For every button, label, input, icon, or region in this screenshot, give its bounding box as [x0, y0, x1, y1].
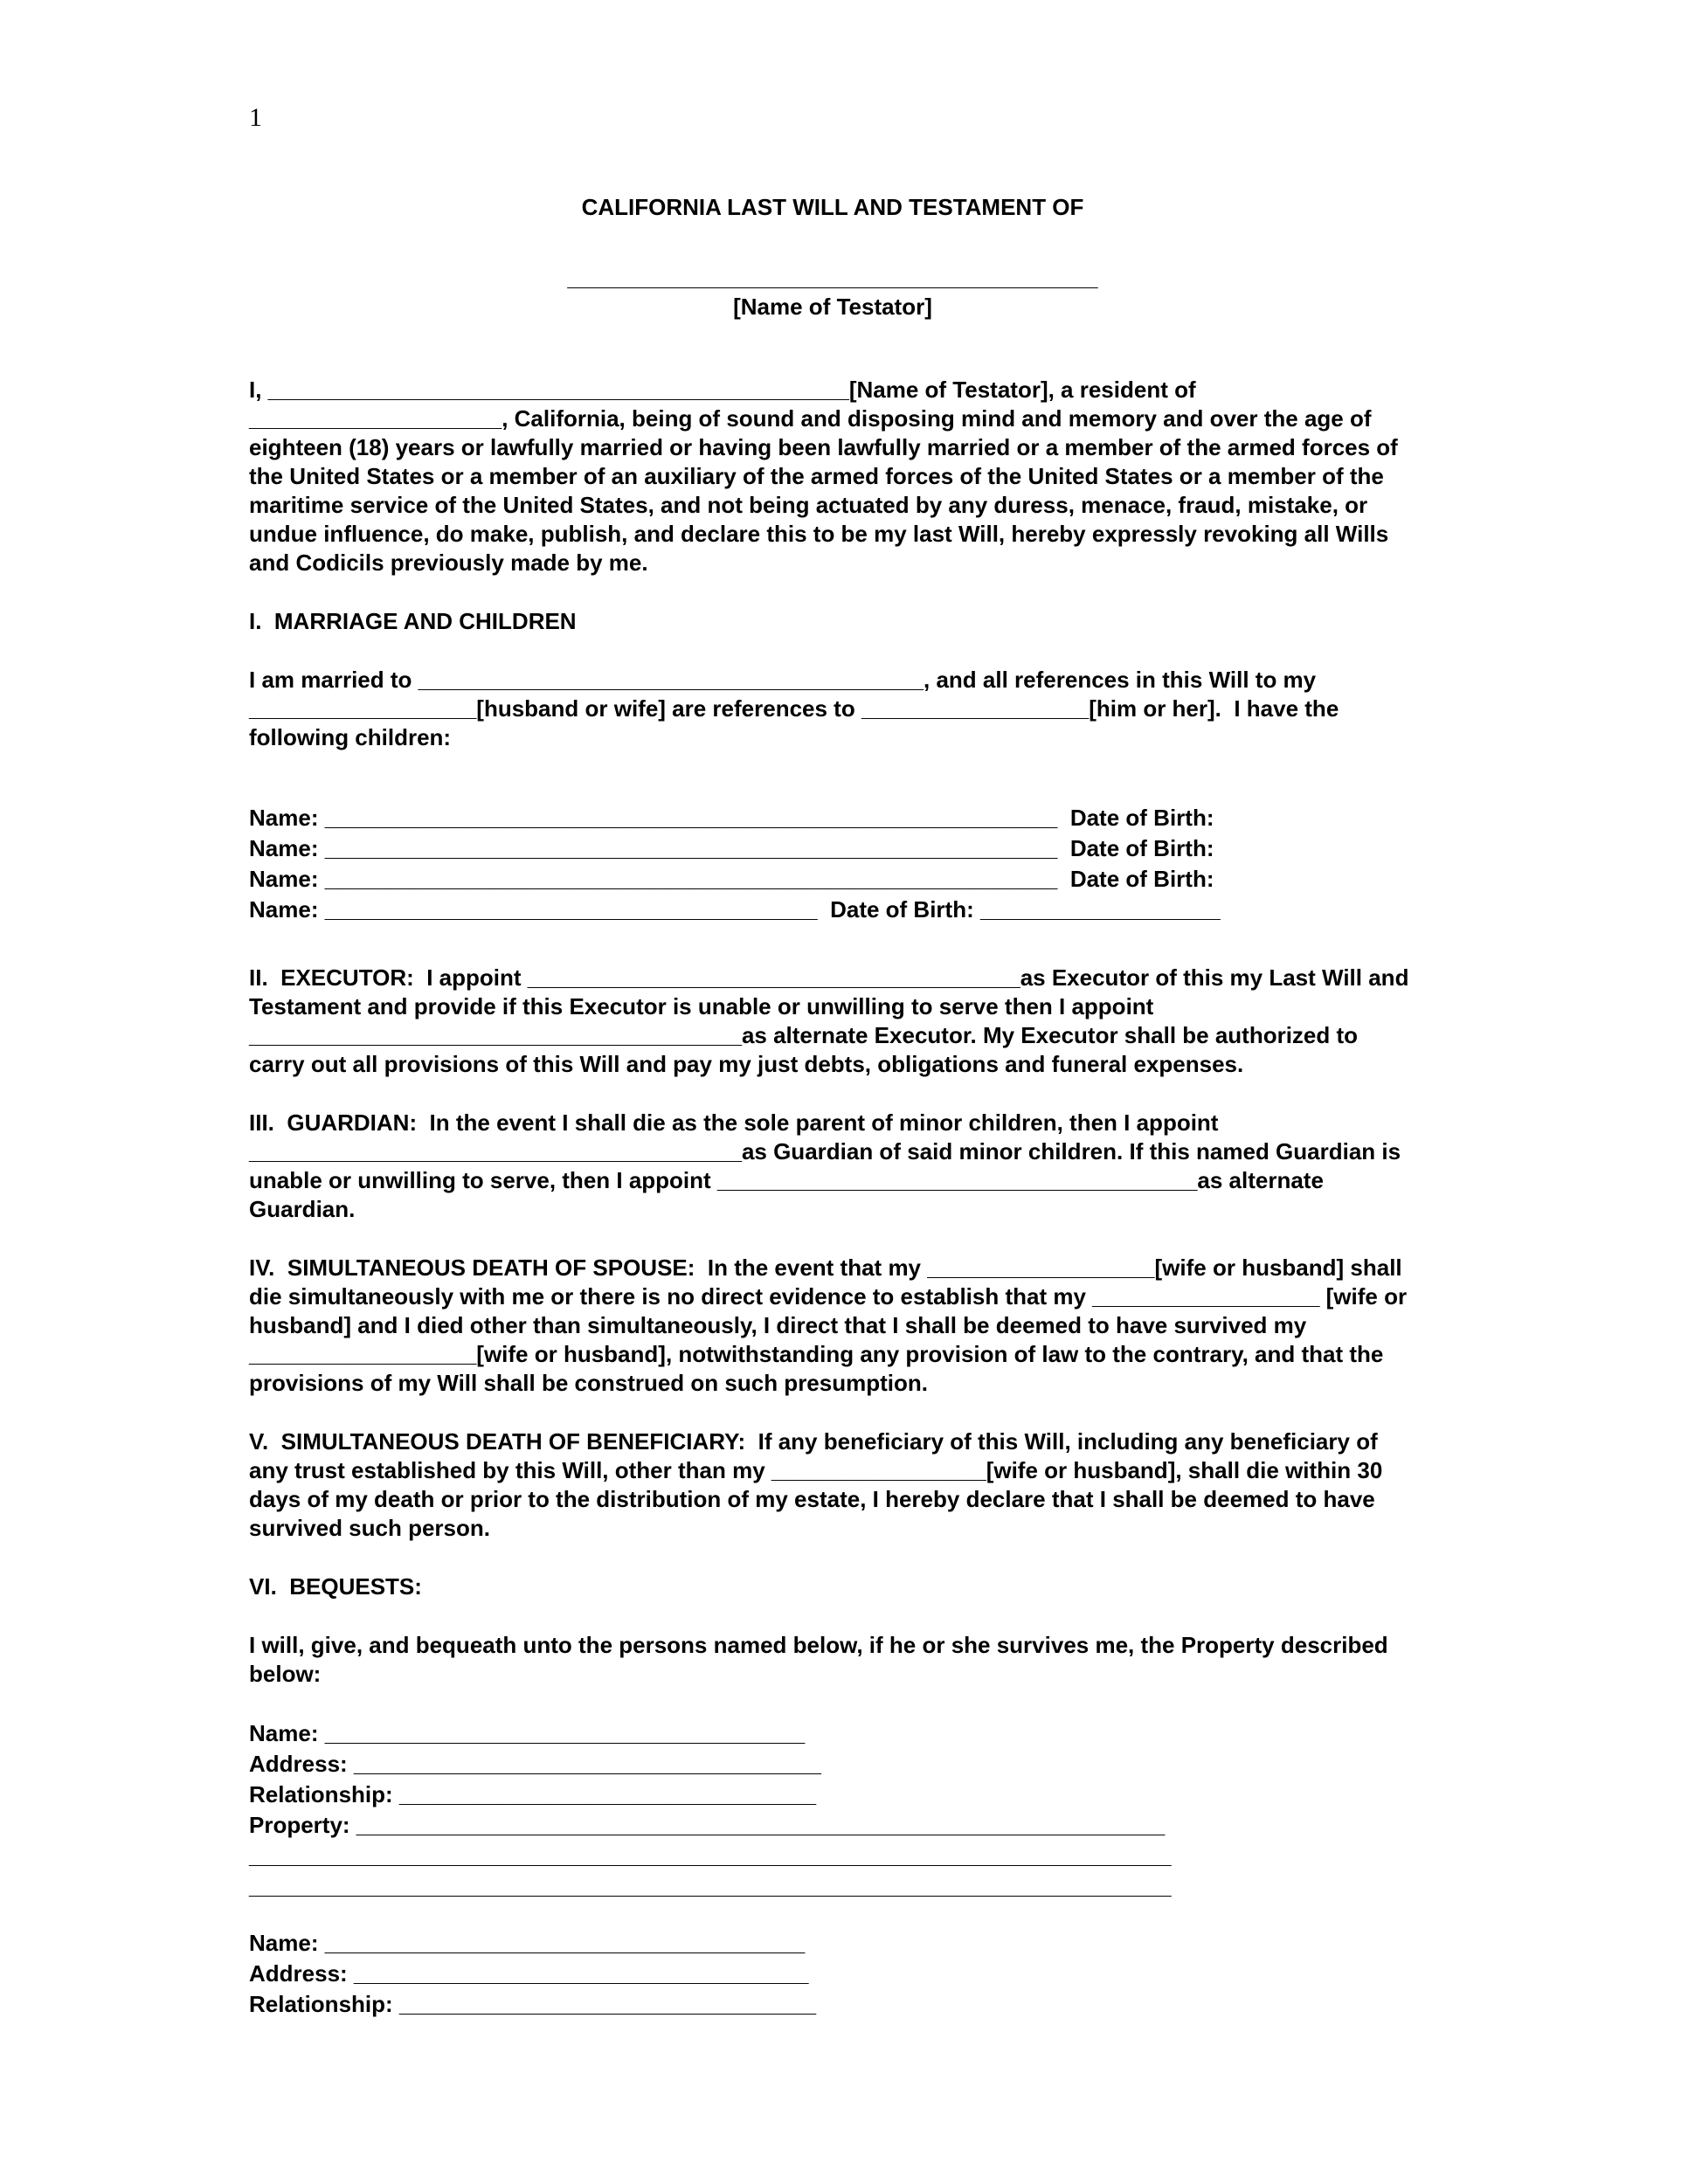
- children-list: [249, 803, 1416, 925]
- beneficiary-block-2: [249, 1928, 1416, 2020]
- testator-name-blank-line: __________________________________________: [567, 265, 1098, 291]
- beneficiary-relationship-line: Relationship: _________________________________: [249, 1991, 817, 2017]
- beneficiary-property-line: Property: ________________________________________________________________: [249, 1812, 1166, 1838]
- simultaneous-death-of-beneficiary-paragraph: V. SIMULTANEOUS DEATH OF BENEFICIARY: If any beneficiary of this Will, including any beneficiary of any trust established by this Will, other than my _________________[wife or husband], shall die within 30 days of my death or prior to the distribution of my estate, I hereby declare that I shall be deemed to have survived such person.: [249, 1428, 1389, 1541]
- beneficiary-name-line: Name: ______________________________________: [249, 1720, 806, 1746]
- child-row: Name: __________________________________________________________ Date of Birth:: [249, 866, 1214, 892]
- child-row: Name: _______________________________________ Date of Birth: ___________________: [249, 896, 1221, 923]
- bequests-intro-paragraph: I will, give, and bequeath unto the persons named below, if he or she survives me, the Property described below:: [249, 1632, 1394, 1687]
- section-heading-marriage-and-children: I. MARRIAGE AND CHILDREN: [249, 608, 577, 634]
- beneficiary-block-1: [249, 1718, 1416, 1902]
- beneficiary-relationship-line: Relationship: _________________________________: [249, 1781, 817, 1807]
- child-row: Name: __________________________________________________________ Date of Birth:: [249, 835, 1214, 861]
- document-title: CALIFORNIA LAST WILL AND TESTAMENT OF: [581, 194, 1084, 220]
- testator-name-caption: [Name of Testator]: [733, 294, 932, 320]
- beneficiary-address-line: Address: ____________________________________: [249, 1960, 809, 1987]
- simultaneous-death-of-spouse-paragraph: IV. SIMULTANEOUS DEATH OF SPOUSE: In the event that my __________________[wife or husband] shall die simultaneously with me or there is no direct evidence to establish that my __________________ [wife or husband] and I died other than simultaneously, I direct that I shall be deemed to have survived my __________________[wife or husband], notwithstanding any provision of law to the contrary, and that the provisions of my Will shall be construed on such presumption.: [249, 1254, 1414, 1396]
- intro-declaration-paragraph: I, ______________________________________________[Name of Testator], a resident of ____________________, California, being of sound and disposing mind and memory and over the age of eighteen (18) years or lawfully married or having been lawfully married or a member of the armed forces of the United States or a member of an auxiliary of the armed forces of the United States or a member of the maritime service of the United States, and not being actuated by any duress, menace, fraud, mistake, or undue influence, do make, publish, and declare this to be my last Will, hereby expressly revoking all Wills and Codicils previously made by me.: [249, 377, 1405, 576]
- beneficiary-address-line: Address: _____________________________________: [249, 1751, 821, 1777]
- guardian-paragraph: III. GUARDIAN: In the event I shall die as the sole parent of minor children, then I appoint _______________________________________as Guardian of said minor children. If this named Guardian is unable or unwilling to serve, then I appoint ______________________________________as alternate Guardian.: [249, 1109, 1408, 1222]
- child-row: Name: __________________________________________________________ Date of Birth:: [249, 805, 1214, 831]
- beneficiary-property-continuation-line: _________________________________________________________________________: [249, 1873, 1172, 1899]
- beneficiary-property-continuation-line: _________________________________________________________________________: [249, 1842, 1172, 1869]
- section-heading-bequests: VI. BEQUESTS:: [249, 1573, 422, 1600]
- beneficiary-name-line: Name: ______________________________________: [249, 1930, 806, 1956]
- page-number: 1: [249, 103, 262, 132]
- marriage-paragraph: I am married to ________________________________________, and all references in this Will to my __________________[husband or wife] are references to __________________[him or her]. I have the following children:: [249, 667, 1346, 750]
- executor-paragraph: II. EXECUTOR: I appoint _______________________________________as Executor of this my Last Will and Testament and provide if this Executor is unable or unwilling to serve then I appoint _______________________________________as alternate Executor. My Executor shall be authorized to carry out all provisions of this Will and pay my just debts, obligations and funeral expenses.: [249, 964, 1415, 1077]
